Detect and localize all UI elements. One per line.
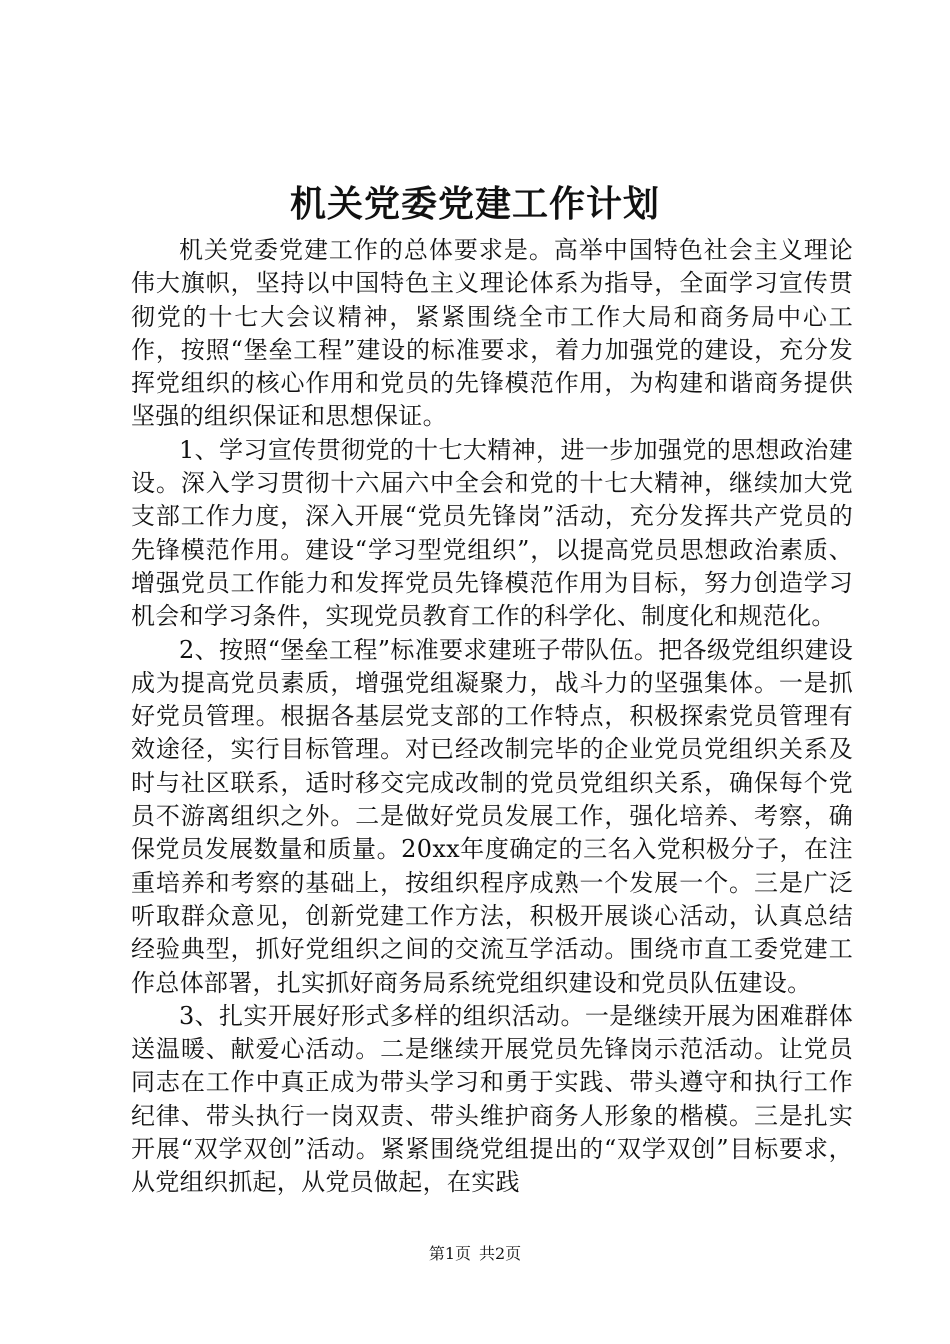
- document-body: [131, 234, 853, 1200]
- page-total: 共2页: [479, 1244, 522, 1263]
- page-number: 第1页: [428, 1244, 471, 1263]
- page-footer: [0, 1243, 950, 1265]
- intro-paragraph: 机关党委党建工作的总体要求是。高举中国特色社会主义理论伟大旗帜，坚持以中国特色主义理论体系为指导，全面学习宣传贯彻党的十七大会议精神，紧紧围绕全市工作大局和商务局中心工作，按照“堡垒工程”建设的标准要求，着力加强党的建设，充分发挥党组织的核心作用和党员的先锋模范作用，为构建和谐商务提供坚强的组织保证和思想保证。: [131, 236, 853, 431]
- section-3-paragraph: 3、扎实开展好形式多样的组织活动。一是继续开展为困难群体送温暖、献爱心活动。二是继续开展党员先锋岗示范活动。让党员同志在工作中真正成为带头学习和勇于实践、带头遵守和执行工作纪律、带头执行一岗双责、带头维护商务人形象的楷模。三是扎实开展“双学双创”活动。紧紧围绕党组提出的“双学双创”目标要求，从党组织抓起，从党员做起，在实践: [131, 1001, 853, 1197]
- section-2-paragraph: 2、按照“堡垒工程”标准要求建班子带队伍。把各级党组织建设成为提高党员素质，增强党组凝聚力，战斗力的坚强集体。一是抓好党员管理。根据各基层党支部的工作特点，积极探索党员管理有效途径，实行目标管理。对已经改制完毕的企业党员党组织关系及时与社区联系，适时移交完成改制的党员党组织关系，确保每个党员不游离组织之外。二是做好党员发展工作，强化培养、考察，确保党员发展数量和质量。20xx年度确定的三名入党积极分子，在注重培养和考察的基础上，按组织程序成熟一个发展一个。三是广泛听取群众意见，创新党建工作方法，积极开展谈心活动，认真总结经验典型，抓好党组织之间的交流互学活动。围绕市直工委党建工作总体部署，扎实抓好商务局系统党组织建设和党员队伍建设。: [131, 635, 853, 997]
- document-title: 机关党委党建工作计划: [289, 184, 660, 225]
- section-1-paragraph: 1、学习宣传贯彻党的十七大精神，进一步加强党的思想政治建设。深入学习贯彻十六届六中全会和党的十七大精神，继续加大党支部工作力度，深入开展“党员先锋岗”活动，充分发挥共产党员的先锋模范作用。建设“学习型党组织”，以提高党员思想政治素质、增强党员工作能力和发挥党员先锋模范作用为目标，努力创造学习机会和学习条件，实现党员教育工作的科学化、制度化和规范化。: [131, 435, 853, 631]
